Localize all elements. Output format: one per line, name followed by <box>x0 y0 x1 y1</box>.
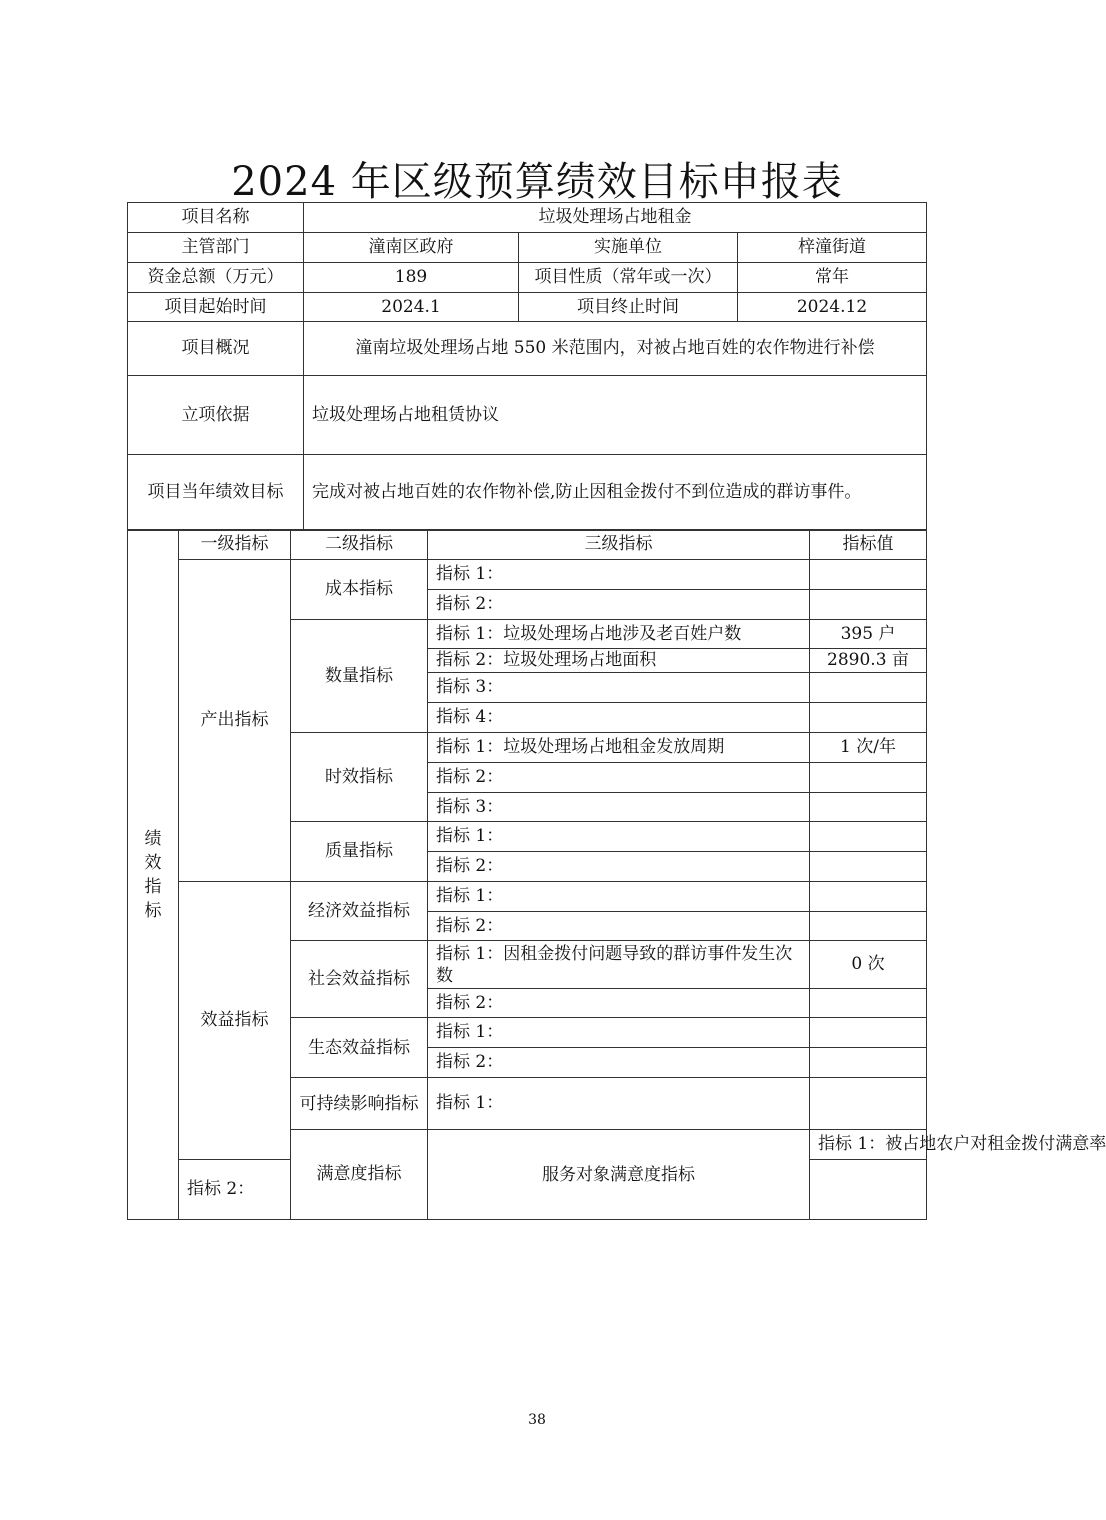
indicator-item: 指标 1：被占地农户对租金拨付满意率 <box>810 1130 927 1160</box>
indicator-value: 0 次 <box>810 941 927 989</box>
service-satisfaction-label: 服务对象满意度指标 <box>428 1130 810 1220</box>
indicator-item: 指标 2： <box>428 1048 810 1078</box>
indicator-item: 指标 1：垃圾处理场占地涉及老百姓户数 <box>428 620 810 649</box>
sustainable-impact-label: 可持续影响指标 <box>291 1078 428 1130</box>
indicator-value <box>810 560 927 590</box>
overview-label: 项目概况 <box>128 322 304 376</box>
basis-value: 垃圾处理场占地租赁协议 <box>304 376 927 455</box>
indicator-value <box>810 793 927 822</box>
output-indicator-label: 产出指标 <box>179 560 291 882</box>
end-time-label: 项目终止时间 <box>519 293 738 322</box>
indicator-value <box>810 989 927 1018</box>
project-name-label: 项目名称 <box>128 203 304 233</box>
benefit-indicator-label: 效益指标 <box>179 882 291 1160</box>
annual-goal-label: 项目当年绩效目标 <box>128 455 304 531</box>
indicator-value <box>810 882 927 912</box>
cost-indicator-label: 成本指标 <box>291 560 428 620</box>
project-nature-label: 项目性质（常年或一次） <box>519 263 738 293</box>
indicator-value <box>810 1160 927 1220</box>
project-info-table <box>127 202 927 531</box>
side-label-text: 绩效指标 <box>144 828 162 921</box>
fund-total-label: 资金总额（万元） <box>128 263 304 293</box>
quality-indicator-label: 质量指标 <box>291 822 428 882</box>
indicator-item: 指标 2： <box>179 1160 291 1220</box>
dept-value: 潼南区政府 <box>304 233 519 263</box>
quantity-indicator-label: 数量指标 <box>291 620 428 733</box>
satisfaction-indicator-label: 满意度指标 <box>291 1130 428 1220</box>
indicator-item: 指标 1： <box>428 1018 810 1048</box>
indicator-item: 指标 2： <box>428 989 810 1018</box>
impl-unit-label: 实施单位 <box>519 233 738 263</box>
annual-goal-value: 完成对被占地百姓的农作物补偿,防止因租金拨付不到位造成的群访事件。 <box>304 455 927 531</box>
dept-label: 主管部门 <box>128 233 304 263</box>
indicator-table <box>127 529 1106 1220</box>
indicator-item: 指标 4： <box>428 703 810 733</box>
indicator-value <box>810 912 927 941</box>
indicator-item: 指标 1：因租金拨付问题导致的群访事件发生次数 <box>428 941 810 989</box>
ecological-benefit-label: 生态效益指标 <box>291 1018 428 1078</box>
indicator-value: 395 户 <box>810 620 927 649</box>
indicator-value <box>810 852 927 882</box>
indicator-value <box>810 1078 927 1130</box>
indicator-item: 指标 1： <box>428 1078 810 1130</box>
indicator-value: 1 次/年 <box>810 733 927 763</box>
fund-total-value: 189 <box>304 263 519 293</box>
project-nature-value: 常年 <box>738 263 927 293</box>
header-value: 指标值 <box>810 530 927 560</box>
indicator-item: 指标 2： <box>428 912 810 941</box>
basis-label: 立项依据 <box>128 376 304 455</box>
indicator-value: 2890.3 亩 <box>810 649 927 673</box>
indicator-item: 指标 1： <box>428 560 810 590</box>
page-title: 2024 年区级预算绩效目标申报表 <box>231 159 843 205</box>
impl-unit-value: 梓潼街道 <box>738 233 927 263</box>
indicator-item: 指标 3： <box>428 673 810 703</box>
economic-benefit-label: 经济效益指标 <box>291 882 428 941</box>
indicator-item: 指标 1：垃圾处理场占地租金发放周期 <box>428 733 810 763</box>
indicator-item: 指标 2： <box>428 852 810 882</box>
header-level2: 二级指标 <box>291 530 428 560</box>
indicator-value <box>810 1048 927 1078</box>
timeliness-indicator-label: 时效指标 <box>291 733 428 822</box>
indicator-item: 指标 2： <box>428 763 810 793</box>
indicator-value <box>810 1018 927 1048</box>
project-name-value: 垃圾处理场占地租金 <box>304 203 927 233</box>
indicator-item: 指标 1： <box>428 882 810 912</box>
end-time-value: 2024.12 <box>738 293 927 322</box>
indicator-item: 指标 2：垃圾处理场占地面积 <box>428 649 810 673</box>
indicator-value <box>810 703 927 733</box>
indicator-item: 指标 1： <box>428 822 810 852</box>
indicator-value <box>810 822 927 852</box>
social-benefit-label: 社会效益指标 <box>291 941 428 1018</box>
overview-value: 潼南垃圾处理场占地 550 米范围内，对被占地百姓的农作物进行补偿 <box>304 322 927 376</box>
indicator-value <box>810 590 927 620</box>
header-level1: 一级指标 <box>179 530 291 560</box>
indicator-item: 指标 2： <box>428 590 810 620</box>
header-level3: 三级指标 <box>428 530 810 560</box>
start-time-label: 项目起始时间 <box>128 293 304 322</box>
performance-indicator-side-label <box>128 530 179 1220</box>
indicator-item: 指标 3： <box>428 793 810 822</box>
indicator-value <box>810 673 927 703</box>
page-number: 38 <box>528 1412 546 1428</box>
indicator-value <box>810 763 927 793</box>
start-time-value: 2024.1 <box>304 293 519 322</box>
